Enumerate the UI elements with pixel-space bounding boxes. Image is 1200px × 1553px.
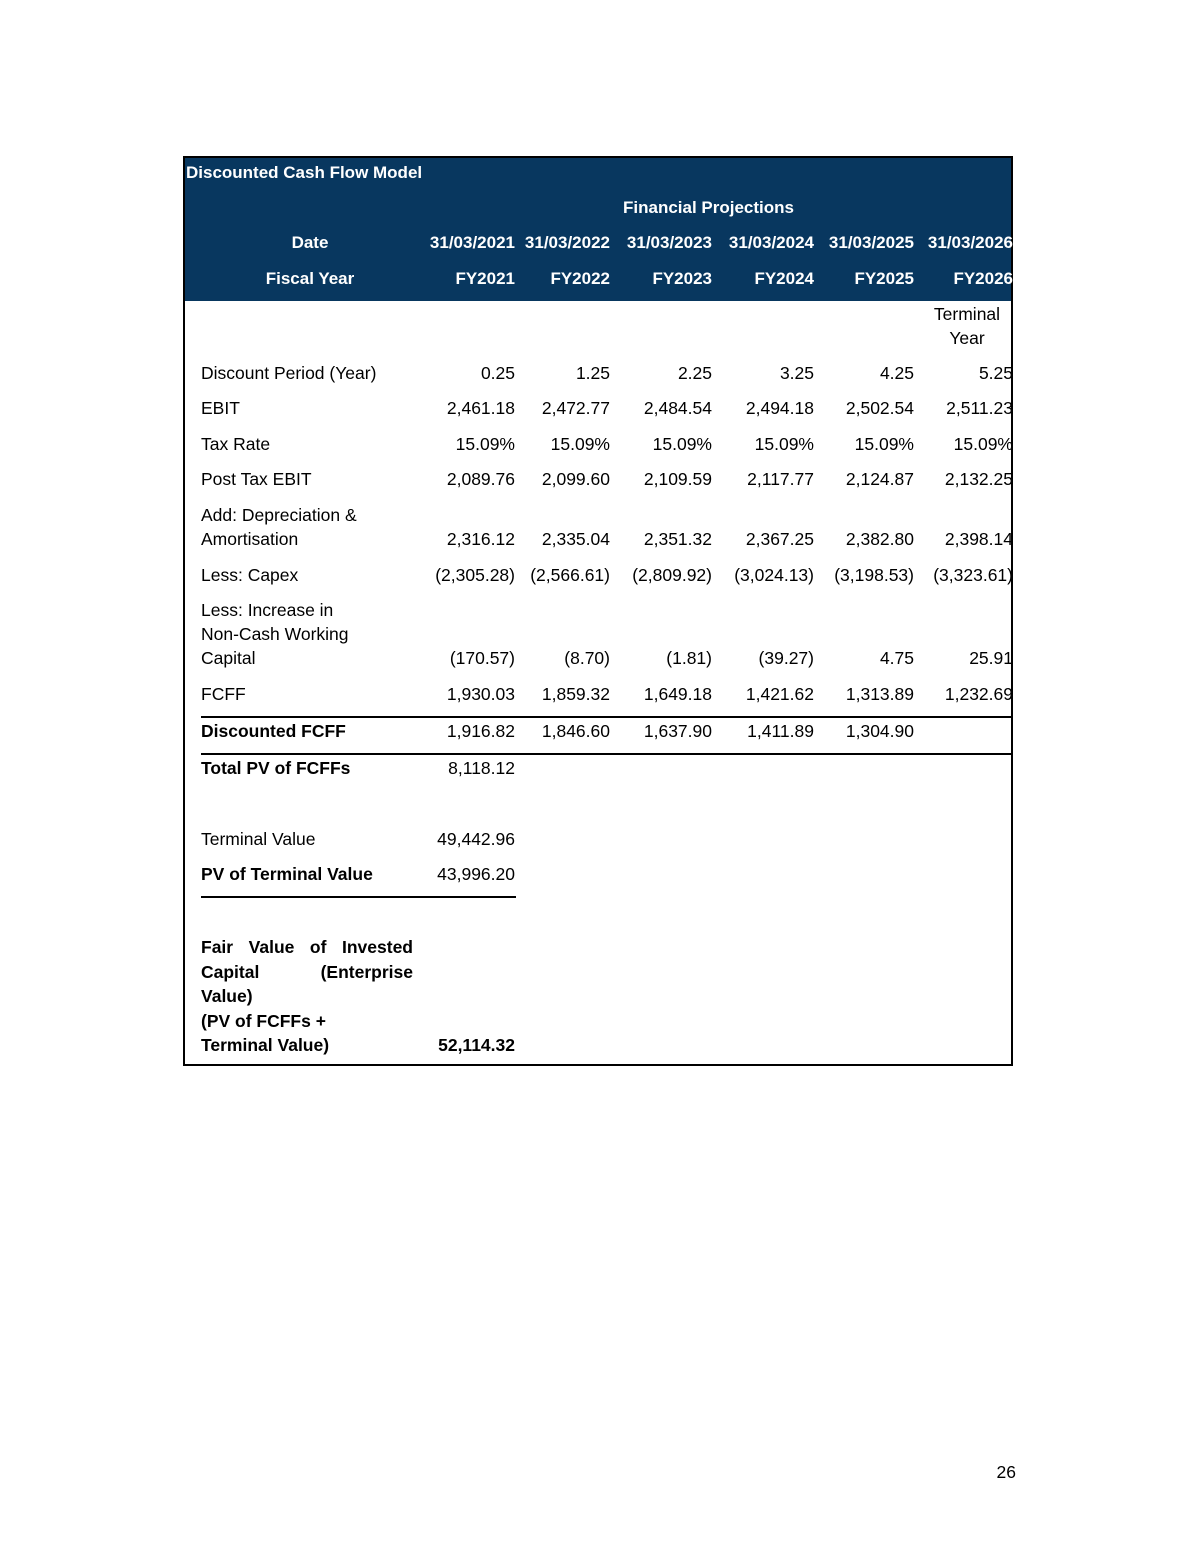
total-pv-value: 8,118.12 [448,758,515,778]
pv-terminal-value: 43,996.20 [437,864,515,884]
table-cell: (170.57) [449,648,515,668]
table-cell: 1.25 [575,363,610,383]
table-header [185,158,1011,301]
row-label: Less: Capex [201,565,299,585]
fair-value-label-line: (PV of FCFFs + [201,1010,326,1031]
row-label: Less: Increase in [201,600,334,620]
row-label: Capital [201,648,256,668]
terminal-value: 49,442.96 [437,829,515,849]
date-cell: 31/03/2025 [828,233,914,252]
date-cell: 31/03/2023 [626,233,712,252]
pv-terminal-value-label: PV of Terminal Value [201,864,373,884]
fiscal-year-cell: FY2026 [953,269,1013,288]
fiscal-year-cell: FY2024 [754,269,814,288]
row-label: Non-Cash Working [201,624,349,644]
fair-value-label-line: Terminal Value) [201,1035,330,1055]
table-cell: 2,511.23 [946,398,1013,418]
table-cell: (3,024.13) [734,565,814,585]
table-cell: 15.09% [652,434,712,454]
date-cell: 31/03/2021 [429,233,515,252]
table-cell: (8.70) [564,648,610,668]
table-cell: (1.81) [666,648,712,668]
table-cell: 2,502.54 [845,398,914,418]
date-cell: 31/03/2026 [927,233,1013,252]
row-label: EBIT [201,398,240,418]
row-label: Tax Rate [201,434,271,454]
page-number: 26 [996,1462,1016,1482]
table-cell: 2,494.18 [745,398,814,418]
table-cell: 2,109.59 [643,469,712,489]
table-cell: 15.09% [854,434,914,454]
fiscal-year-cell: FY2022 [550,269,610,288]
terminal-year-text: Year [949,328,985,348]
table-cell: (3,323.61) [933,565,1013,585]
table-cell: 1,411.89 [747,721,814,741]
table-cell: 15.09% [754,434,814,454]
table-cell: 1,930.03 [446,684,515,704]
terminal-year-text: Terminal [933,304,1001,324]
table-cell: 2,089.76 [446,469,515,489]
fair-value-label-line: Value) [201,986,253,1006]
fair-value-label-line: Capital (Enterprise [201,961,413,982]
table-cell: (3,198.53) [834,565,914,585]
table-cell: 2,132.25 [944,469,1013,489]
dcf-table [183,156,1013,1066]
fiscal-year-cell: FY2025 [854,269,914,288]
table-cell: 4.75 [879,648,914,668]
table-cell: 2,461.18 [446,398,515,418]
table-cell: 5.25 [978,363,1013,383]
fair-value-label-line: Fair Value of Invested [201,937,413,957]
table-cell: (39.27) [758,648,814,668]
fiscal-year-label: Fiscal Year [265,269,355,288]
table-cell: 2,117.77 [747,469,814,489]
table-cell: 1,313.89 [845,684,914,704]
date-cell: 31/03/2024 [728,233,814,252]
fiscal-year-cell: FY2023 [652,269,712,288]
table-cell: 4.25 [879,363,914,383]
table-cell: 15.09% [550,434,610,454]
divider-line [201,716,1013,718]
table-cell: 2,099.60 [541,469,610,489]
table-cell: 2,472.77 [541,398,610,418]
date-cell: 31/03/2022 [524,233,610,252]
table-cell: (2,809.92) [632,565,712,585]
fiscal-year-cell: FY2021 [455,269,515,288]
table-cell: 1,421.62 [745,684,814,704]
table-cell: 2,316.12 [446,529,515,549]
table-cell: 15.09% [953,434,1013,454]
row-label: Add: Depreciation & [201,505,357,525]
table-cell: (2,305.28) [435,565,515,585]
table-cell: 1,916.82 [446,721,515,741]
table-cell: 15.09% [455,434,515,454]
table-cell: 0.25 [480,363,515,383]
row-label: FCFF [201,684,246,704]
table-cell: 1,304.90 [845,721,914,741]
row-label: Discount Period (Year) [201,363,377,383]
row-label: Post Tax EBIT [201,469,312,489]
table-cell: 1,649.18 [643,684,712,704]
table-cell: 2,382.80 [845,529,914,549]
table-cell: 1,846.60 [541,721,610,741]
table-cell: 2,398.14 [944,529,1013,549]
terminal-value-label: Terminal Value [201,829,316,849]
table-cell: 2,484.54 [643,398,712,418]
table-cell: 2,367.25 [745,529,814,549]
discounted-fcff-label: Discounted FCFF [201,721,346,741]
table-cell: 1,232.69 [944,684,1013,704]
table-cell: 1,859.32 [541,684,610,704]
table-cell: 1,637.90 [643,721,712,741]
fair-value: 52,114.32 [438,1035,515,1055]
table-cell: 2,124.87 [845,469,914,489]
total-pv-label: Total PV of FCFFs [201,758,351,778]
divider-line [201,753,1013,755]
divider-line [201,896,516,898]
table-cell: 2,351.32 [643,529,712,549]
table-title: Discounted Cash Flow Model [186,163,423,182]
date-label: Date [291,233,329,252]
table-cell: 25.91 [969,648,1013,668]
table-cell: 2.25 [677,363,712,383]
table-cell: 3.25 [779,363,814,383]
table-cell: (2,566.61) [530,565,610,585]
table-cell: 2,335.04 [541,529,610,549]
row-label: Amortisation [201,529,299,549]
financial-projections-label: Financial Projections [623,198,794,217]
